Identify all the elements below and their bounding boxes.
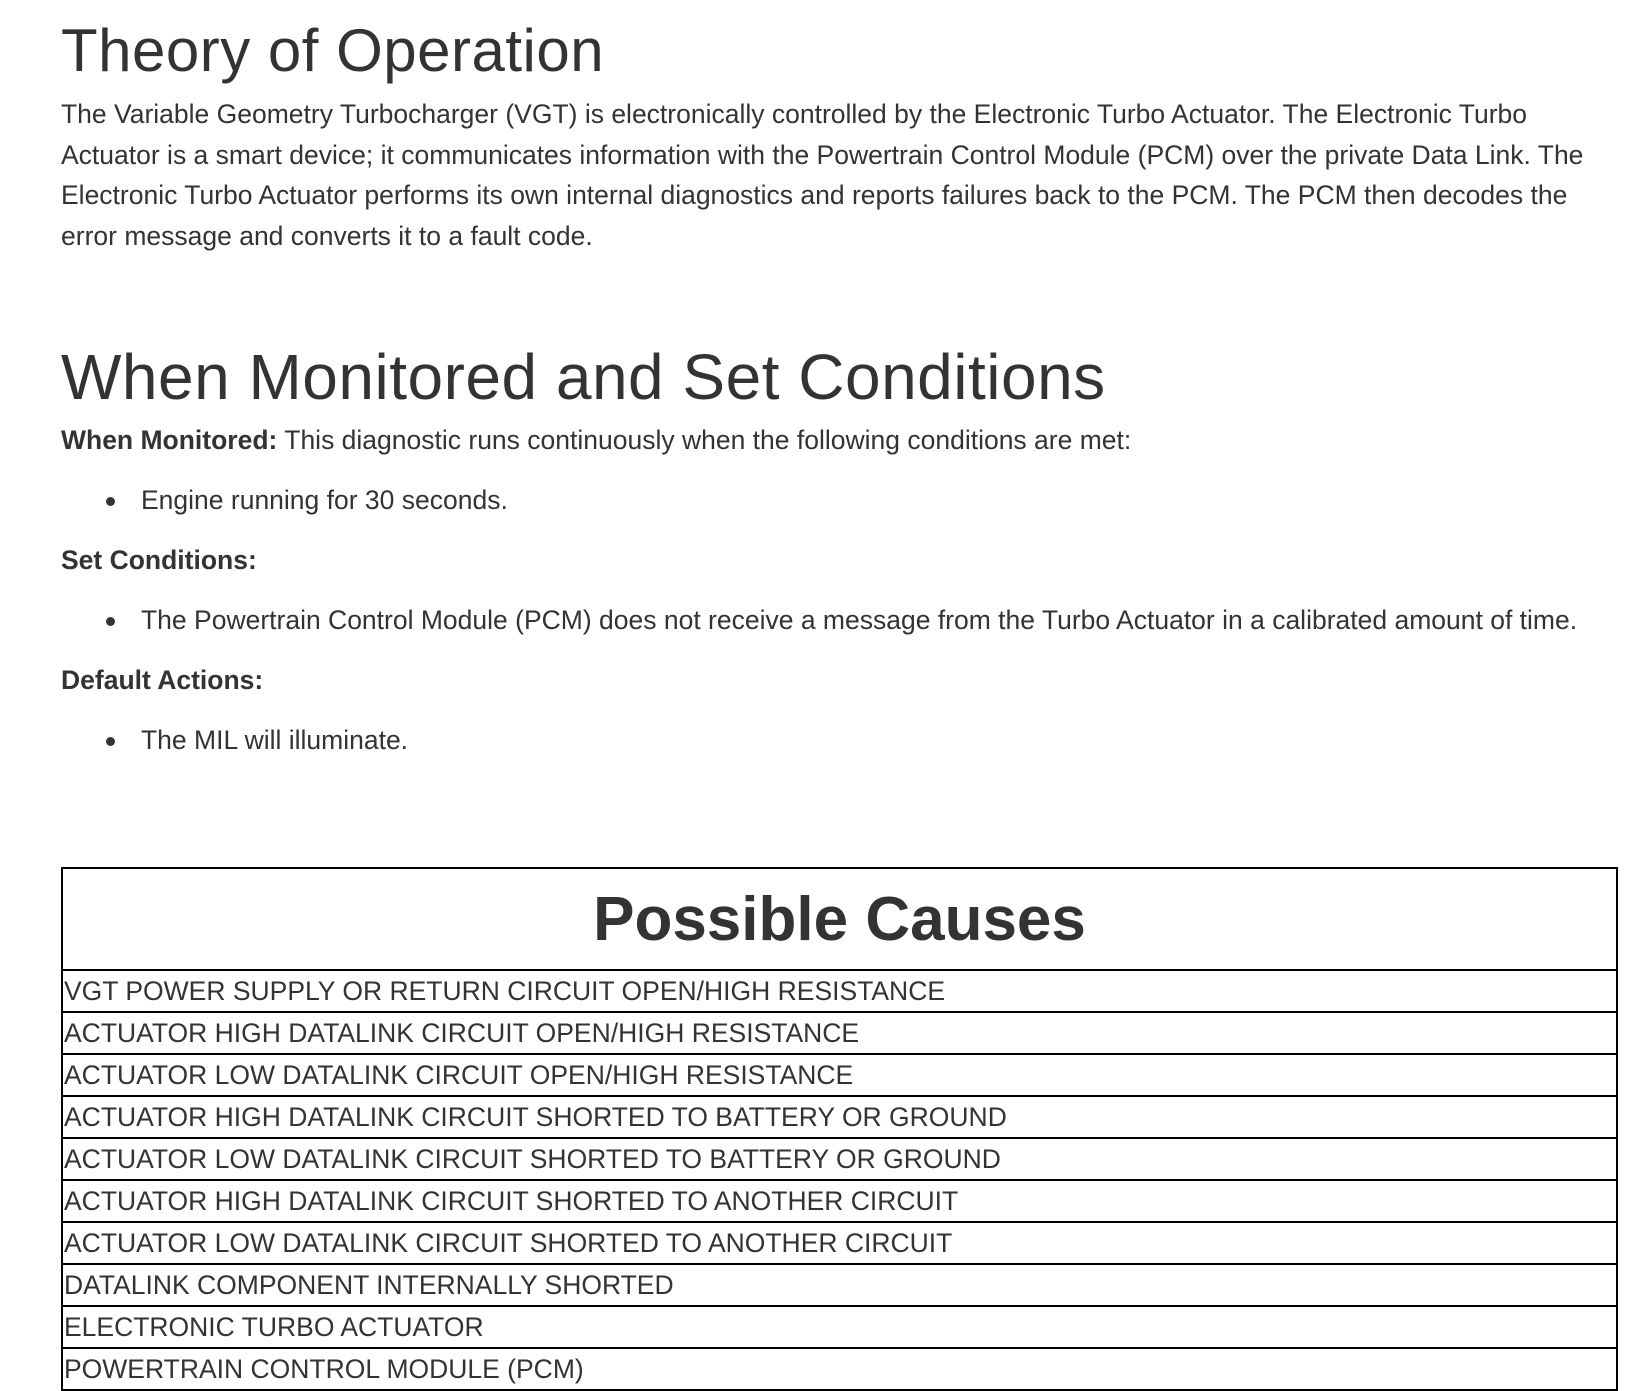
cause-cell: ACTUATOR LOW DATALINK CIRCUIT SHORTED TO BATTERY OR GROUND	[62, 1138, 1617, 1180]
cause-cell: ACTUATOR LOW DATALINK CIRCUIT OPEN/HIGH RESISTANCE	[62, 1054, 1617, 1096]
default-actions-label: Default Actions:	[61, 665, 264, 695]
when-monitored-text: This diagnostic runs continuously when the following conditions are met:	[277, 425, 1132, 455]
table-row	[62, 1222, 1617, 1264]
table-row	[62, 1180, 1617, 1222]
table-row	[62, 1138, 1617, 1180]
cause-cell: ELECTRONIC TURBO ACTUATOR	[62, 1306, 1617, 1348]
theory-paragraph: The Variable Geometry Turbocharger (VGT) is electronically controlled by the Electronic Turbo Actuator. The Electronic Turbo Actuator is a smart device; it communicates information with the Powertrain Control Module (PCM) over the private Data Link. The Electronic Turbo Actuator performs its own internal diagnostics and reports failures back to the PCM. The PCM then decodes the error message and converts it to a fault code.	[61, 99, 1584, 251]
table-row	[62, 1264, 1617, 1306]
list-item: Engine running for 30 seconds.	[61, 480, 1617, 521]
table-row	[62, 970, 1617, 1012]
cause-cell: ACTUATOR HIGH DATALINK CIRCUIT SHORTED TO ANOTHER CIRCUIT	[62, 1180, 1617, 1222]
cause-cell: DATALINK COMPONENT INTERNALLY SHORTED	[62, 1264, 1617, 1306]
table-row	[62, 1306, 1617, 1348]
theory-heading: Theory of Operation	[61, 17, 605, 84]
table-row	[62, 1054, 1617, 1096]
when-monitored-label: When Monitored:	[61, 425, 278, 455]
possible-causes-title: Possible Causes	[62, 868, 1617, 970]
when-monitored-line	[61, 420, 1617, 461]
table-row	[62, 1012, 1617, 1054]
default-actions-list	[61, 720, 1617, 761]
set-conditions-label: Set Conditions:	[61, 545, 257, 575]
possible-causes-table	[61, 867, 1618, 1391]
set-conditions-list	[61, 600, 1617, 641]
document-body	[61, 0, 1617, 760]
cause-cell: POWERTRAIN CONTROL MODULE (PCM)	[62, 1348, 1617, 1390]
list-item: The MIL will illuminate.	[61, 720, 1617, 761]
table-header-row	[62, 868, 1617, 970]
cause-cell: ACTUATOR HIGH DATALINK CIRCUIT SHORTED TO BATTERY OR GROUND	[62, 1096, 1617, 1138]
table-row	[62, 1096, 1617, 1138]
cause-cell: VGT POWER SUPPLY OR RETURN CIRCUIT OPEN/HIGH RESISTANCE	[62, 970, 1617, 1012]
when-monitored-list	[61, 480, 1617, 521]
monitored-heading: When Monitored and Set Conditions	[61, 341, 1106, 413]
table-row	[62, 1348, 1617, 1390]
list-item: The Powertrain Control Module (PCM) does not receive a message from the Turbo Actuator in a calibrated amount of time.	[61, 600, 1617, 641]
cause-cell: ACTUATOR HIGH DATALINK CIRCUIT OPEN/HIGH RESISTANCE	[62, 1012, 1617, 1054]
cause-cell: ACTUATOR LOW DATALINK CIRCUIT SHORTED TO ANOTHER CIRCUIT	[62, 1222, 1617, 1264]
